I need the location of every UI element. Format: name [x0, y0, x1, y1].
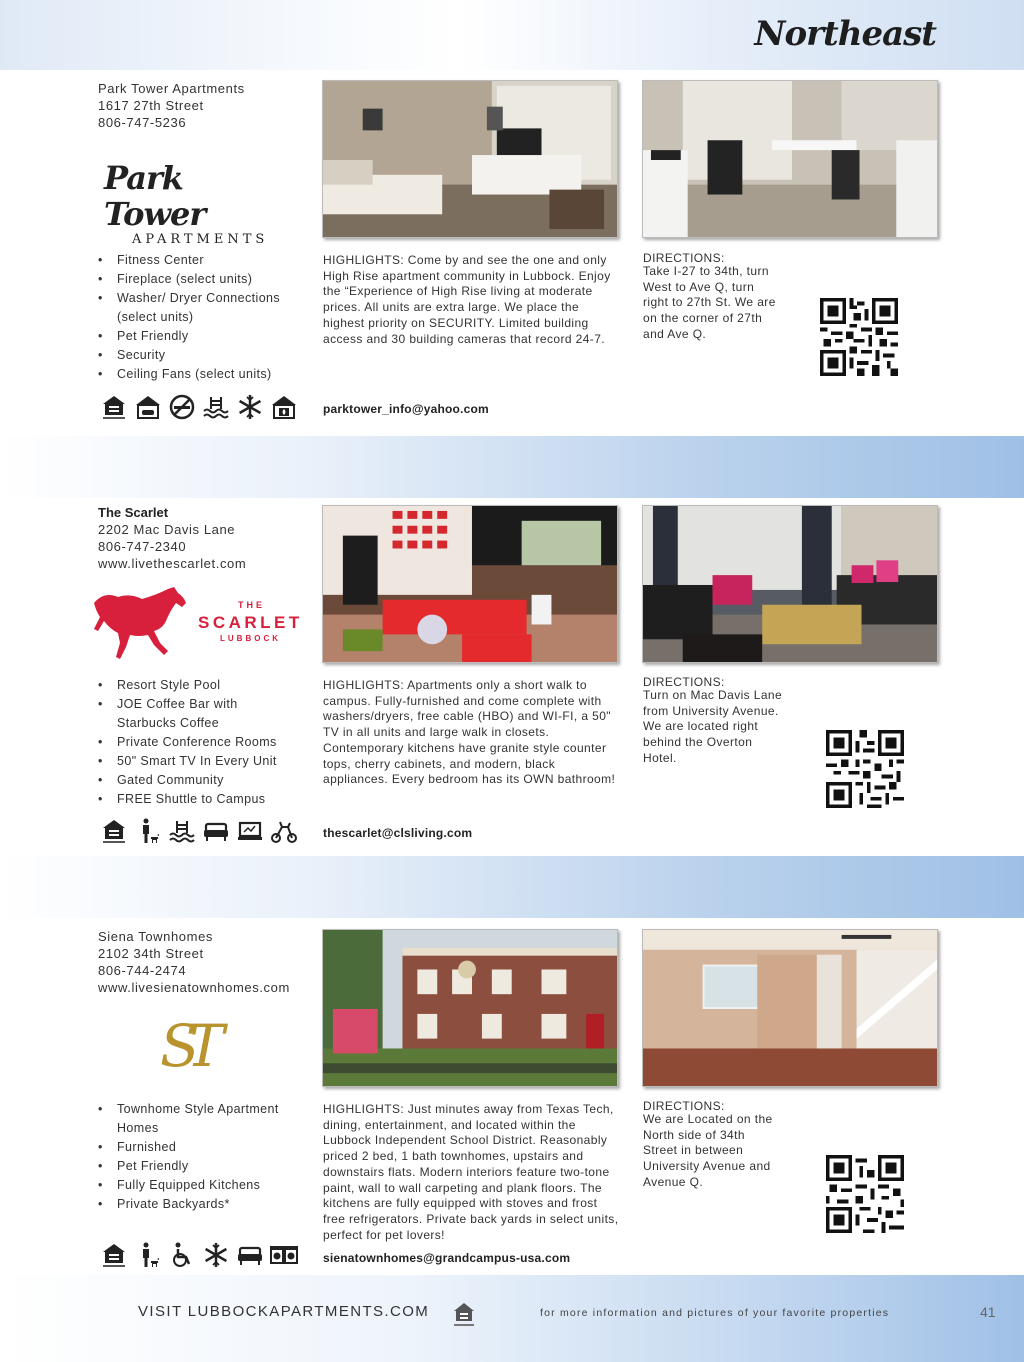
- street: 2102 34th Street: [98, 946, 204, 961]
- townhome-interior-photo: [642, 929, 938, 1087]
- no-smoking-icon: [168, 393, 196, 421]
- street: 1617 27th Street: [98, 98, 204, 113]
- pool-icon: [202, 393, 230, 421]
- logo-sub: APARTMENTS: [132, 232, 269, 247]
- qr-code-graphic: [820, 298, 898, 376]
- list-item: • Washer/ Dryer Connections (select units): [98, 289, 298, 327]
- list-item: • Ceiling Fans (select units): [98, 365, 298, 384]
- equal-housing-icon: [100, 817, 128, 845]
- bedroom-photo: [322, 80, 618, 238]
- street: 2202 Mac Davis Lane: [98, 522, 236, 537]
- phone: 806-744-2474: [98, 963, 187, 978]
- furnished-icon: [202, 817, 230, 845]
- pet-friendly-icon: [134, 1241, 162, 1269]
- list-item: • Gated Community: [98, 771, 298, 790]
- qr-code[interactable]: [820, 298, 898, 376]
- horse-icon: [90, 585, 190, 661]
- computer-icon: [236, 817, 264, 845]
- directions-label: DIRECTIONS:: [643, 1099, 725, 1113]
- list-item: • Furnished: [98, 1138, 298, 1157]
- qr-code-graphic: [826, 1155, 904, 1233]
- highlights-text: HIGHLIGHTS: Come by and see the one and only High Rise apartment community in Lubbock. Enjoy the “Experience of High Rise living at moderate prices. All units are extra large. We place the highest priority on SECURITY. Limited building access and 30 building cameras that record 24-7.: [323, 253, 611, 346]
- office-photo: [642, 80, 938, 238]
- list-item: • Pet Friendly: [98, 327, 298, 346]
- lounge-photo: [322, 505, 618, 663]
- property-name: Siena Townhomes: [98, 929, 213, 944]
- garage-icon: [134, 393, 162, 421]
- property-name: The Scarlet: [98, 505, 169, 520]
- phone: 806-747-2340: [98, 539, 187, 554]
- footer-info-text: for more information and pictures of your favorite properties: [540, 1307, 890, 1319]
- listing-address: [98, 80, 245, 131]
- section-divider: [0, 856, 1024, 918]
- email-link[interactable]: sienatownhomes@grandcampus-usa.com: [323, 1251, 571, 1265]
- list-item: • Townhome Style Apartment Homes: [98, 1100, 298, 1138]
- phone: 806-747-5236: [98, 115, 187, 130]
- qr-code[interactable]: [826, 730, 904, 808]
- email-link[interactable]: parktower_info@yahoo.com: [323, 402, 489, 416]
- pool-icon: [168, 817, 196, 845]
- footer-website-link[interactable]: VISIT LUBBOCKAPARTMENTS.COM: [138, 1303, 430, 1320]
- fitness-icon: [270, 817, 298, 845]
- amenities-list: [98, 251, 298, 384]
- equal-housing-icon: [100, 393, 128, 421]
- townhome-exterior-photo: [322, 929, 618, 1087]
- logo-monogram: ST: [160, 1012, 211, 1080]
- amenity-icons: [100, 1240, 298, 1270]
- list-item: • Security: [98, 346, 298, 365]
- list-item: • FREE Shuttle to Campus: [98, 790, 298, 809]
- equal-housing-icon: [100, 1241, 128, 1269]
- list-item: • Pet Friendly: [98, 1157, 298, 1176]
- wheelchair-icon: [168, 1241, 196, 1269]
- list-item: • Private Backyards*: [98, 1195, 298, 1214]
- listing-address: [98, 504, 246, 572]
- logo-the: THE: [238, 600, 265, 610]
- directions-label: DIRECTIONS:: [643, 675, 725, 689]
- page-number: 41: [980, 1304, 996, 1320]
- directions-text: We are Located on the North side of 34th Street in between University Avenue and Avenue Q.: [643, 1112, 773, 1189]
- scarlet-logo: [90, 585, 305, 661]
- directions: [643, 1101, 783, 1191]
- snowflake-icon: [236, 393, 264, 421]
- qr-code-graphic: [826, 730, 904, 808]
- washer-dryer-icon: [270, 1241, 298, 1269]
- logo-main: SCARLET: [198, 613, 303, 632]
- highlights-text: HIGHLIGHTS: Apartments only a short walk to campus. Fully-furnished and come complete with washers/dryers, free cable (HBO) and WI-FI, a 50" TV in all units and large walk in closets. Contemporary kitchens have granite style counter tops, cherry cabinets, and modern, black appliances. Every bedroom has its OWN bathroom!: [323, 678, 616, 787]
- siena-logo: [160, 1008, 240, 1088]
- furnished-icon: [236, 1241, 264, 1269]
- park-tower-logo: [104, 159, 289, 247]
- directions-label: DIRECTIONS:: [643, 251, 725, 265]
- pet-friendly-icon: [134, 817, 162, 845]
- listing-address: [98, 928, 290, 996]
- list-item: • Fitness Center: [98, 251, 298, 270]
- qr-code[interactable]: [826, 1155, 904, 1233]
- directions-text: Turn on Mac Davis Lane from University Avenue. We are located right behind the Overton Hotel.: [643, 688, 783, 765]
- directions: [643, 677, 783, 767]
- living-room-photo: [642, 505, 938, 663]
- logo-script: Park Tower: [104, 159, 206, 233]
- amenity-icons: [100, 392, 298, 422]
- amenities-list: [98, 676, 298, 809]
- list-item: • Fireplace (select units): [98, 270, 298, 289]
- directions-text: Take I-27 to 34th, turn West to Ave Q, turn right to 27th St. We are on the corner of 27th and Ave Q.: [643, 264, 776, 341]
- list-item: • 50" Smart TV In Every Unit: [98, 752, 298, 771]
- list-item: • Private Conference Rooms: [98, 733, 298, 752]
- amenity-icons: [100, 816, 298, 846]
- highlights-text: HIGHLIGHTS: Just minutes away from Texas Tech, dining, entertainment, and located within the Lubbock Independent School District. Reasonably priced 2 bed, 1 bath townhomes, upstairs and downstairs flats. Modern interiors feature two-tone paint, wall to wall carpeting and plank floors. The kitchens are fully equipped with stoves and frost free refrigerators. Private back yards in select units, perfect for pet lovers!: [323, 1102, 619, 1242]
- email-link[interactable]: thescarlet@clsliving.com: [323, 826, 473, 840]
- list-item: • JOE Coffee Bar with Starbucks Coffee: [98, 695, 298, 733]
- fireplace-icon: [270, 393, 298, 421]
- amenities-list: [98, 1100, 298, 1214]
- equal-housing-icon: [452, 1301, 476, 1331]
- directions: [643, 253, 783, 343]
- list-item: • Fully Equipped Kitchens: [98, 1176, 298, 1195]
- list-item: • Resort Style Pool: [98, 676, 298, 695]
- website-link[interactable]: www.livethescarlet.com: [98, 556, 247, 571]
- logo-sub: LUBBOCK: [220, 634, 281, 643]
- snowflake-icon: [202, 1241, 230, 1269]
- property-name: Park Tower Apartments: [98, 81, 245, 96]
- region-title: Northeast: [754, 14, 936, 54]
- website-link[interactable]: www.livesienatownhomes.com: [98, 980, 290, 995]
- section-divider: [0, 436, 1024, 498]
